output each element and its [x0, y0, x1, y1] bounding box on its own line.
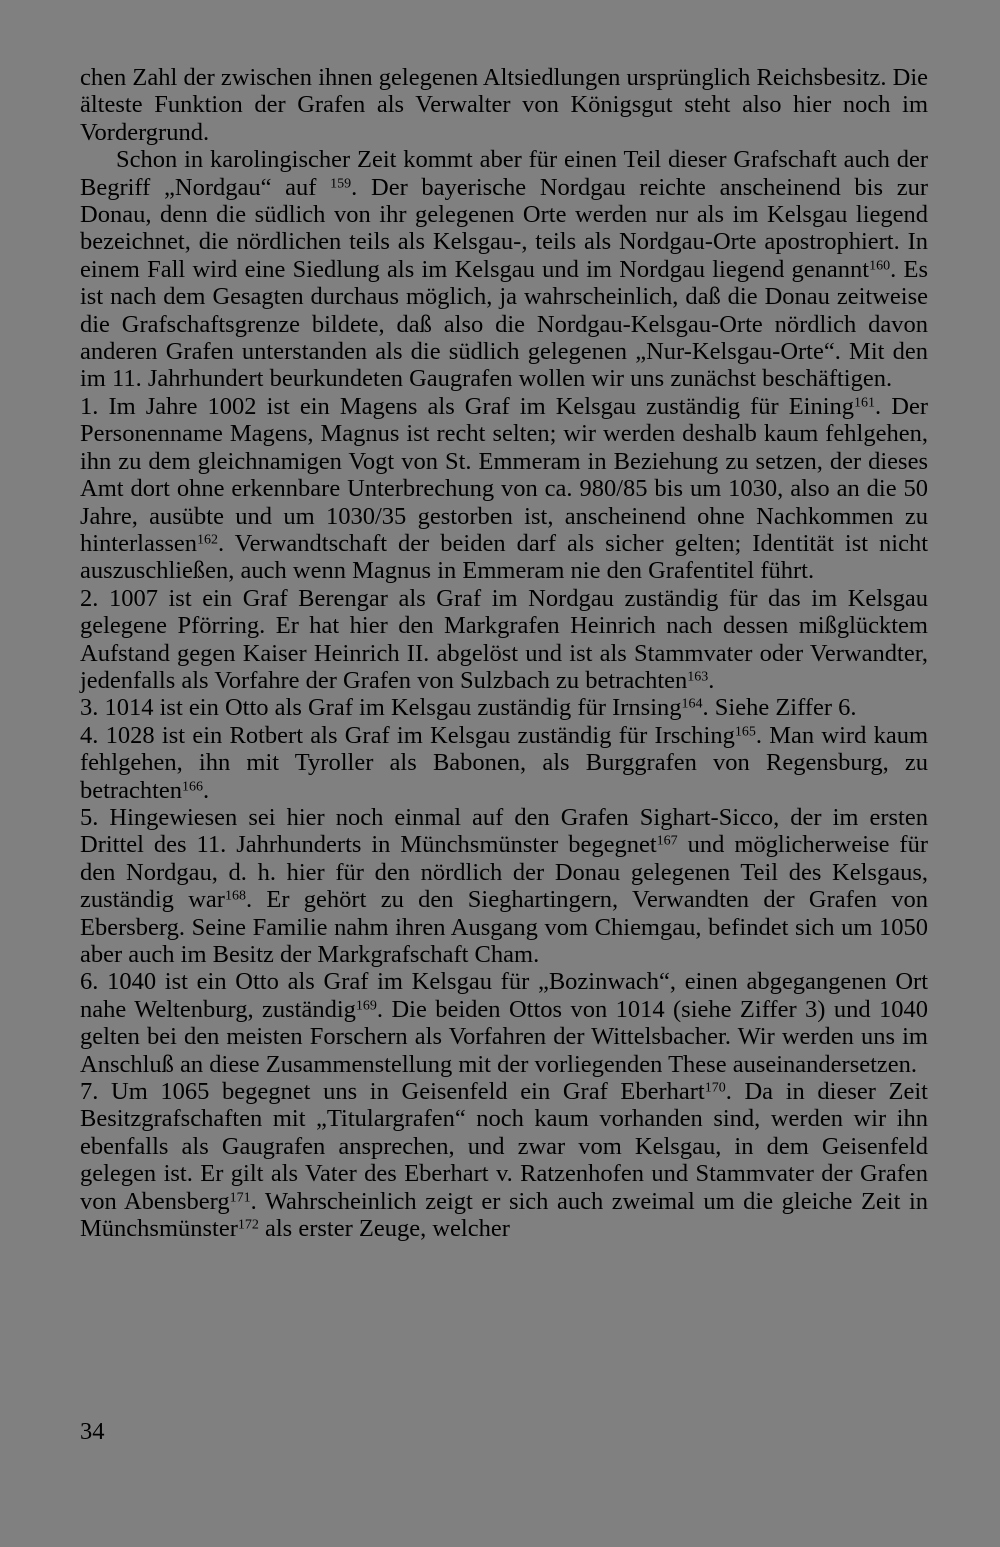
- text-run: 6. 1040 ist ein Otto als Graf im Kelsgau für „Bozinwach“, einen abgegangenen Ort nahe Weltenburg, zuständig: [80, 968, 928, 1023]
- footnote-ref: 172: [237, 1217, 259, 1233]
- text-run: .: [708, 666, 715, 694]
- text-run: chen Zahl der zwischen ihnen gelegenen Altsiedlungen ursprünglich Reichsbesitz. Die älteste Funktion der Grafen als Verwalter von Königsgut steht also hier noch im Vordergrund.: [80, 64, 928, 146]
- text-run: . Wahrscheinlich zeigt er sich auch zweimal um die gleiche Zeit in Münchsmünster: [80, 1187, 929, 1243]
- footnote-ref: 159: [330, 175, 352, 191]
- page-number: 34: [80, 1418, 105, 1445]
- text-run: 4. 1028 ist ein Rotbert als Graf im Kelsgau zuständig für Irsching: [80, 721, 735, 749]
- text-run: 2. 1007 ist ein Graf Berengar als Graf im Nordgau zuständig für das im Kelsgau gelegene Pförring. Er hat hier den Markgrafen Heinrich nach dessen mißglücktem Aufstand gegen Kaiser Heinrich II. abgelöst und ist als Stammvater oder Verwandter, jedenfalls als Vorfahre der Grafen von Sulzbach zu betrachten: [80, 584, 928, 694]
- footnote-ref: 161: [854, 395, 876, 411]
- paragraph: [80, 585, 928, 695]
- paragraph: [80, 694, 928, 721]
- footnote-ref: 167: [656, 833, 678, 849]
- text-run: . Der bayerische Nordgau reichte anscheinend bis zur Donau, denn die südlich von ihr gelegenen Orte werden nur als im Kelsgau liegend bezeichnet, die nördlichen teils als Kelsgau-, teils als Nordgau-Orte apostrophiert. In einem Fall wird eine Siedlung als im Kelsgau und im Nordgau liegend genannt: [80, 173, 928, 283]
- footnote-ref: 166: [182, 778, 204, 794]
- page-body: [80, 64, 928, 1242]
- text-run: . Es ist nach dem Gesagten durchaus möglich, ja wahrscheinlich, daß die Donau zeitweise die Grafschaftsgrenze bildete, daß also die Nordgau-Kelsgau-Orte nördlich davon anderen Grafen unterstanden als die südlich gelegenen „Nur-Kelsgau-Orte“. Mit den im 11. Jahrhundert beurkundeten Gaugrafen wollen wir uns zunächst beschäftigen.: [80, 255, 928, 393]
- footnote-ref: 164: [681, 696, 703, 712]
- paragraph: [80, 804, 928, 968]
- text-run: . Verwandtschaft der beiden darf als sicher gelten; Identität ist nicht auszuschließen, auch wenn Magnus in Emmeram nie den Grafentitel führt.: [80, 529, 928, 585]
- footnote-ref: 162: [197, 532, 219, 548]
- paragraph: [80, 146, 928, 393]
- paragraph: [80, 64, 928, 146]
- text-run: . Da in dieser Zeit Besitzgrafschaften mit „Titulargrafen“ noch kaum vorhanden sind, werden wir ihn ebenfalls als Gaugrafen ansprechen, und zwar vom Kelsgau, in dem Geisenfeld gelegen ist. Er gilt als Vater des Eberhart v. Ratzenhofen und Stammvater der Grafen von Abensberg: [80, 1078, 928, 1215]
- text-run: 3. 1014 ist ein Otto als Graf im Kelsgau zuständig für Irnsing: [80, 694, 682, 722]
- paragraph: [80, 393, 928, 585]
- footnote-ref: 170: [704, 1080, 726, 1096]
- footnote-ref: 163: [687, 669, 709, 685]
- text-run: 1. Im Jahre 1002 ist ein Magens als Graf im Kelsgau zuständig für Eining: [80, 392, 855, 420]
- text-run: 5. Hingewiesen sei hier noch einmal auf den Grafen Sighart-Sicco, der im ersten Drittel des 11. Jahrhunderts in Münchsmünster begegnet: [80, 803, 928, 859]
- footnote-ref: 160: [869, 258, 891, 274]
- text-run: . Er gehört zu den Sieghartingern, Verwandten der Grafen von Ebersberg. Seine Familie nahm ihren Ausgang vom Chiemgau, befindet sich um 1050 aber auch im Besitz der Markgrafschaft Cham.: [80, 886, 929, 968]
- footnote-ref: 168: [224, 888, 246, 904]
- paragraph: [80, 968, 928, 1078]
- text-run: . Die beiden Ottos von 1014 (siehe Ziffer 3) und 1040 gelten bei den meisten Forschern als Vorfahren der Wittelsbacher. Wir werden uns im Anschluß an diese Zusammenstellung mit der vorliegenden These auseinandersetzen.: [80, 995, 929, 1078]
- paragraph: [80, 722, 928, 804]
- text-run: . Man wird kaum fehlgehen, ihn mit Tyroller als Babonen, als Burggrafen von Regensburg, zu betrachten: [80, 721, 929, 804]
- text-run: . Siehe Ziffer 6.: [702, 694, 857, 722]
- footnote-ref: 169: [355, 998, 377, 1014]
- text-run: . Der Personenname Magens, Magnus ist recht selten; wir werden deshalb kaum fehlgehen, ihn zu dem gleichnamigen Vogt von St. Emmeram in Beziehung zu setzen, der dieses Amt dort ohne erkennbare Unterbrechung von ca. 980/85 bis um 1030, also an die 50 Jahre, ausübte und um 1030/35 gestorben ist, anscheinend ohne Nachkommen zu hinterlassen: [80, 392, 928, 557]
- footnote-ref: 171: [229, 1189, 251, 1205]
- paragraph: [80, 1078, 928, 1242]
- text-run: 7. Um 1065 begegnet uns in Geisenfeld ein Graf Eberhart: [80, 1078, 705, 1106]
- text-run: und möglicherweise für den Nordgau, d. h. hier für den nördlich der Donau gelegenen Teil des Kelsgaus, zuständig war: [80, 831, 928, 914]
- text-run: Schon in karolingischer Zeit kommt aber für einen Teil dieser Grafschaft auch der Begriff „Nordgau“ auf: [80, 146, 928, 201]
- footnote-ref: 165: [734, 724, 756, 740]
- text-run: .: [203, 776, 210, 804]
- text-run: als erster Zeuge, welcher: [258, 1215, 510, 1243]
